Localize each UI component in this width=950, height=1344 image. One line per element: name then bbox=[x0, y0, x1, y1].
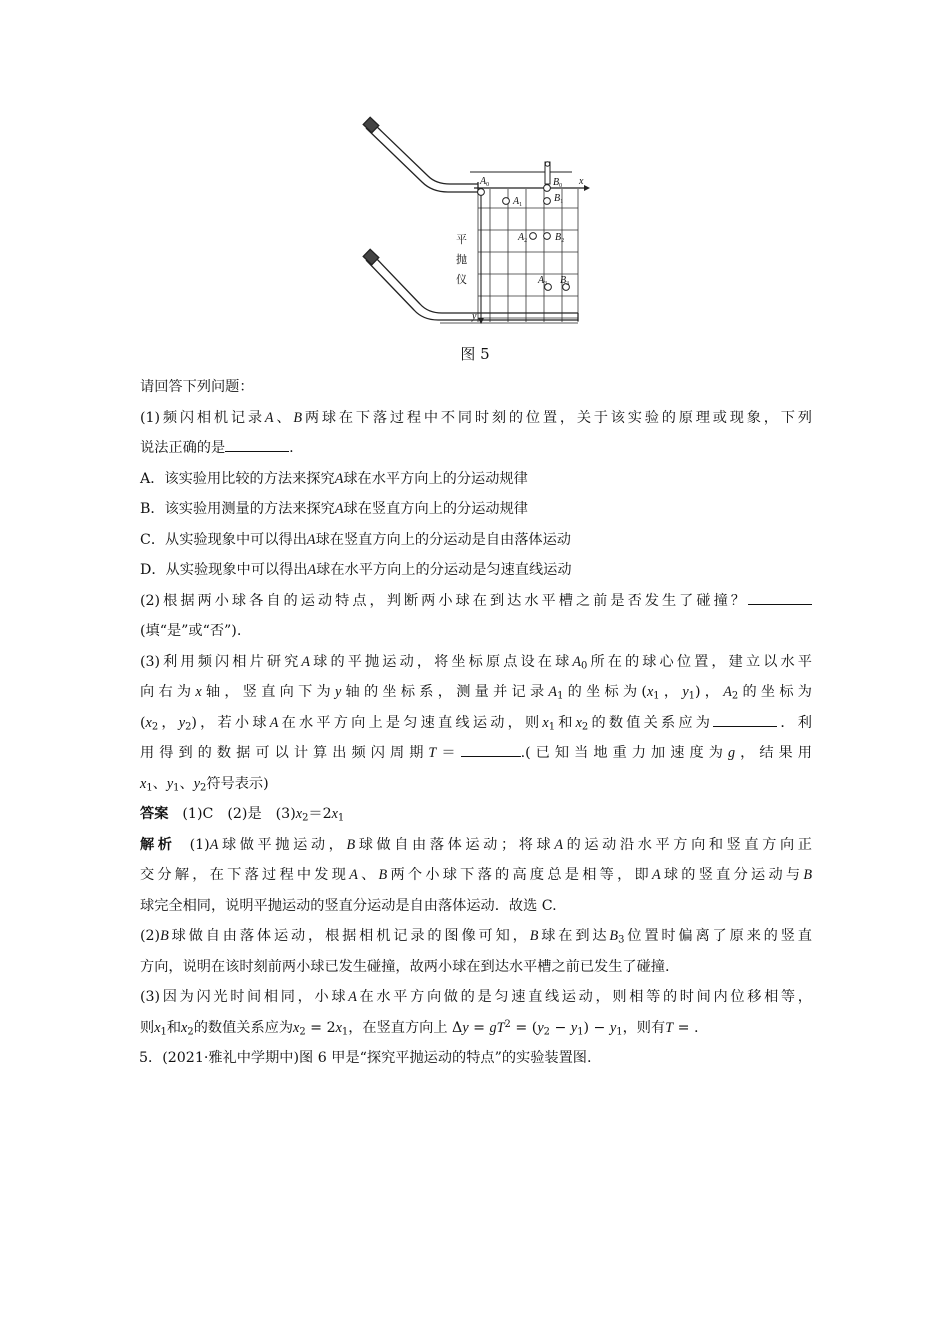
analysis-line-4: (2)B球做自由落体运动，根据相机记录的图像可知，B球在到达$B_3$位置时偏离了原来的竖直 bbox=[140, 928, 812, 946]
q1-line-2: 说法正确的是 . bbox=[140, 433, 812, 464]
problem-text bbox=[140, 372, 812, 1074]
upper-chute bbox=[363, 117, 478, 194]
option-b: B．该实验用测量的方法来探究A球在竖直方向上的分运动规律 bbox=[140, 501, 528, 517]
ball-a1 bbox=[503, 198, 510, 205]
b-ball-holder bbox=[545, 162, 550, 184]
grid-board bbox=[478, 189, 578, 322]
label-b1: $B_1$ bbox=[554, 193, 564, 205]
device-label-1: 平 bbox=[456, 233, 467, 246]
analysis-line-5: 方向，说明在该时刻前两小球已发生碰撞，故两小球在到达水平槽之前已发生了碰撞. bbox=[140, 958, 670, 975]
question-5-line: 5．(2021·雅礼中学期中)图 6 甲是“探究平抛运动的特点”的实验装置图. bbox=[139, 1050, 592, 1066]
q3-line-4: 用得到的数据可以计算出频闪周期T＝ .(已知当地重力加速度为g，结果用 bbox=[140, 738, 812, 769]
answer-label: 答案 bbox=[140, 806, 169, 822]
answer-line: 答案 (1)C (2)是 $(3)x_2=2x_1$ bbox=[140, 806, 345, 824]
option-a: A．该实验用比较的方法来探究A球在水平方向上的分运动规律 bbox=[140, 470, 528, 487]
analysis-line-1: 解析 (1)A球做平抛运动，B球做自由落体运动；将球A的运动沿水平方向和竖直方向正 bbox=[140, 836, 812, 853]
q3-line-1: (3)利用频闪相片研究A球的平抛运动，将坐标原点设在球$A_0$所在的球心位置，建立以水平 bbox=[140, 653, 812, 671]
figure-caption: 图 5 bbox=[460, 345, 490, 363]
analysis-line-6: (3)因为闪光时间相同，小球A在水平方向做的是匀速直线运动，则相等的时间内位移相等， bbox=[140, 989, 812, 1005]
q3-relation-blank[interactable] bbox=[713, 711, 777, 727]
label-a2: $A_2$ bbox=[518, 232, 528, 244]
figure-5 bbox=[360, 112, 590, 337]
q3-line-5: $x_1$、$y_1$、$y_2$符号表示) bbox=[140, 775, 269, 793]
analysis-label: 解析 bbox=[140, 836, 176, 853]
analysis-line-3: 球完全相同，说明平抛运动的竖直分运动是自由落体运动．故选 C. bbox=[140, 897, 557, 914]
label-b0: $B_0$ bbox=[553, 177, 563, 189]
projectile-apparatus-diagram bbox=[360, 112, 590, 337]
q3-line-2: 向右为x轴，竖直向下为y轴的坐标系，测量并记录$A_1$的坐标为($x_1$，$y_1$)，$A_2$的坐标为 bbox=[140, 684, 812, 702]
label-a1: $A_1$ bbox=[513, 196, 523, 208]
intro-line: 请回答下列问题： bbox=[140, 379, 254, 395]
ball-b2 bbox=[544, 233, 551, 240]
label-b2: $B_2$ bbox=[555, 232, 565, 244]
x-axis-label: x bbox=[579, 176, 584, 187]
q2-line-2: (填“是”或“否”). bbox=[140, 623, 242, 639]
x-axis-arrow bbox=[584, 185, 590, 191]
q3-period-blank[interactable] bbox=[461, 741, 521, 757]
ball-a0 bbox=[478, 189, 485, 196]
label-a3: $A_3$ bbox=[538, 275, 548, 287]
q3-line-3: ($x_2$，$y_2$)，若小球A在水平方向上是匀速直线运动，则$x_1$和$x_2$的数值关系应为 ．利 bbox=[140, 708, 812, 739]
label-b3: $B_3$ bbox=[560, 275, 570, 287]
analysis-line-7: 则$x_1$和$x_2$的数值关系应为$x_2 = 2x_1$，在竖直方向上 $\Delta y = gT^2 = (y_2 - y_1) - y_1$，则有T = . bbox=[140, 1018, 699, 1037]
analysis-line-2: 交分解，在下落过程中发现A、B两个小球下落的高度总是相等，即A球的竖直分运动与B bbox=[140, 867, 812, 883]
option-d: D．从实验现象中可以得出A球在水平方向上的分运动是匀速直线运动 bbox=[140, 562, 572, 578]
q1-line-1: (1)频闪相机记录A、B两球在下落过程中不同时刻的位置，关于该实验的原理或现象，下列 bbox=[140, 409, 812, 426]
ball-b0 bbox=[544, 185, 551, 192]
ball-a2 bbox=[530, 233, 537, 240]
q2-line-1: (2)根据两小球各自的运动特点，判断两小球在到达水平槽之前是否发生了碰撞？ bbox=[140, 586, 812, 617]
q1-answer-blank[interactable] bbox=[225, 436, 289, 452]
device-label-2: 抛 bbox=[456, 253, 467, 266]
ball-b1 bbox=[544, 198, 551, 205]
device-label-3: 仪 bbox=[456, 273, 467, 286]
option-c: C．从实验现象中可以得出A球在竖直方向上的分运动是自由落体运动 bbox=[140, 531, 571, 548]
q2-answer-blank[interactable] bbox=[748, 589, 812, 605]
label-a0: $A_0$ bbox=[480, 176, 490, 188]
y-axis-label: y bbox=[472, 311, 477, 322]
